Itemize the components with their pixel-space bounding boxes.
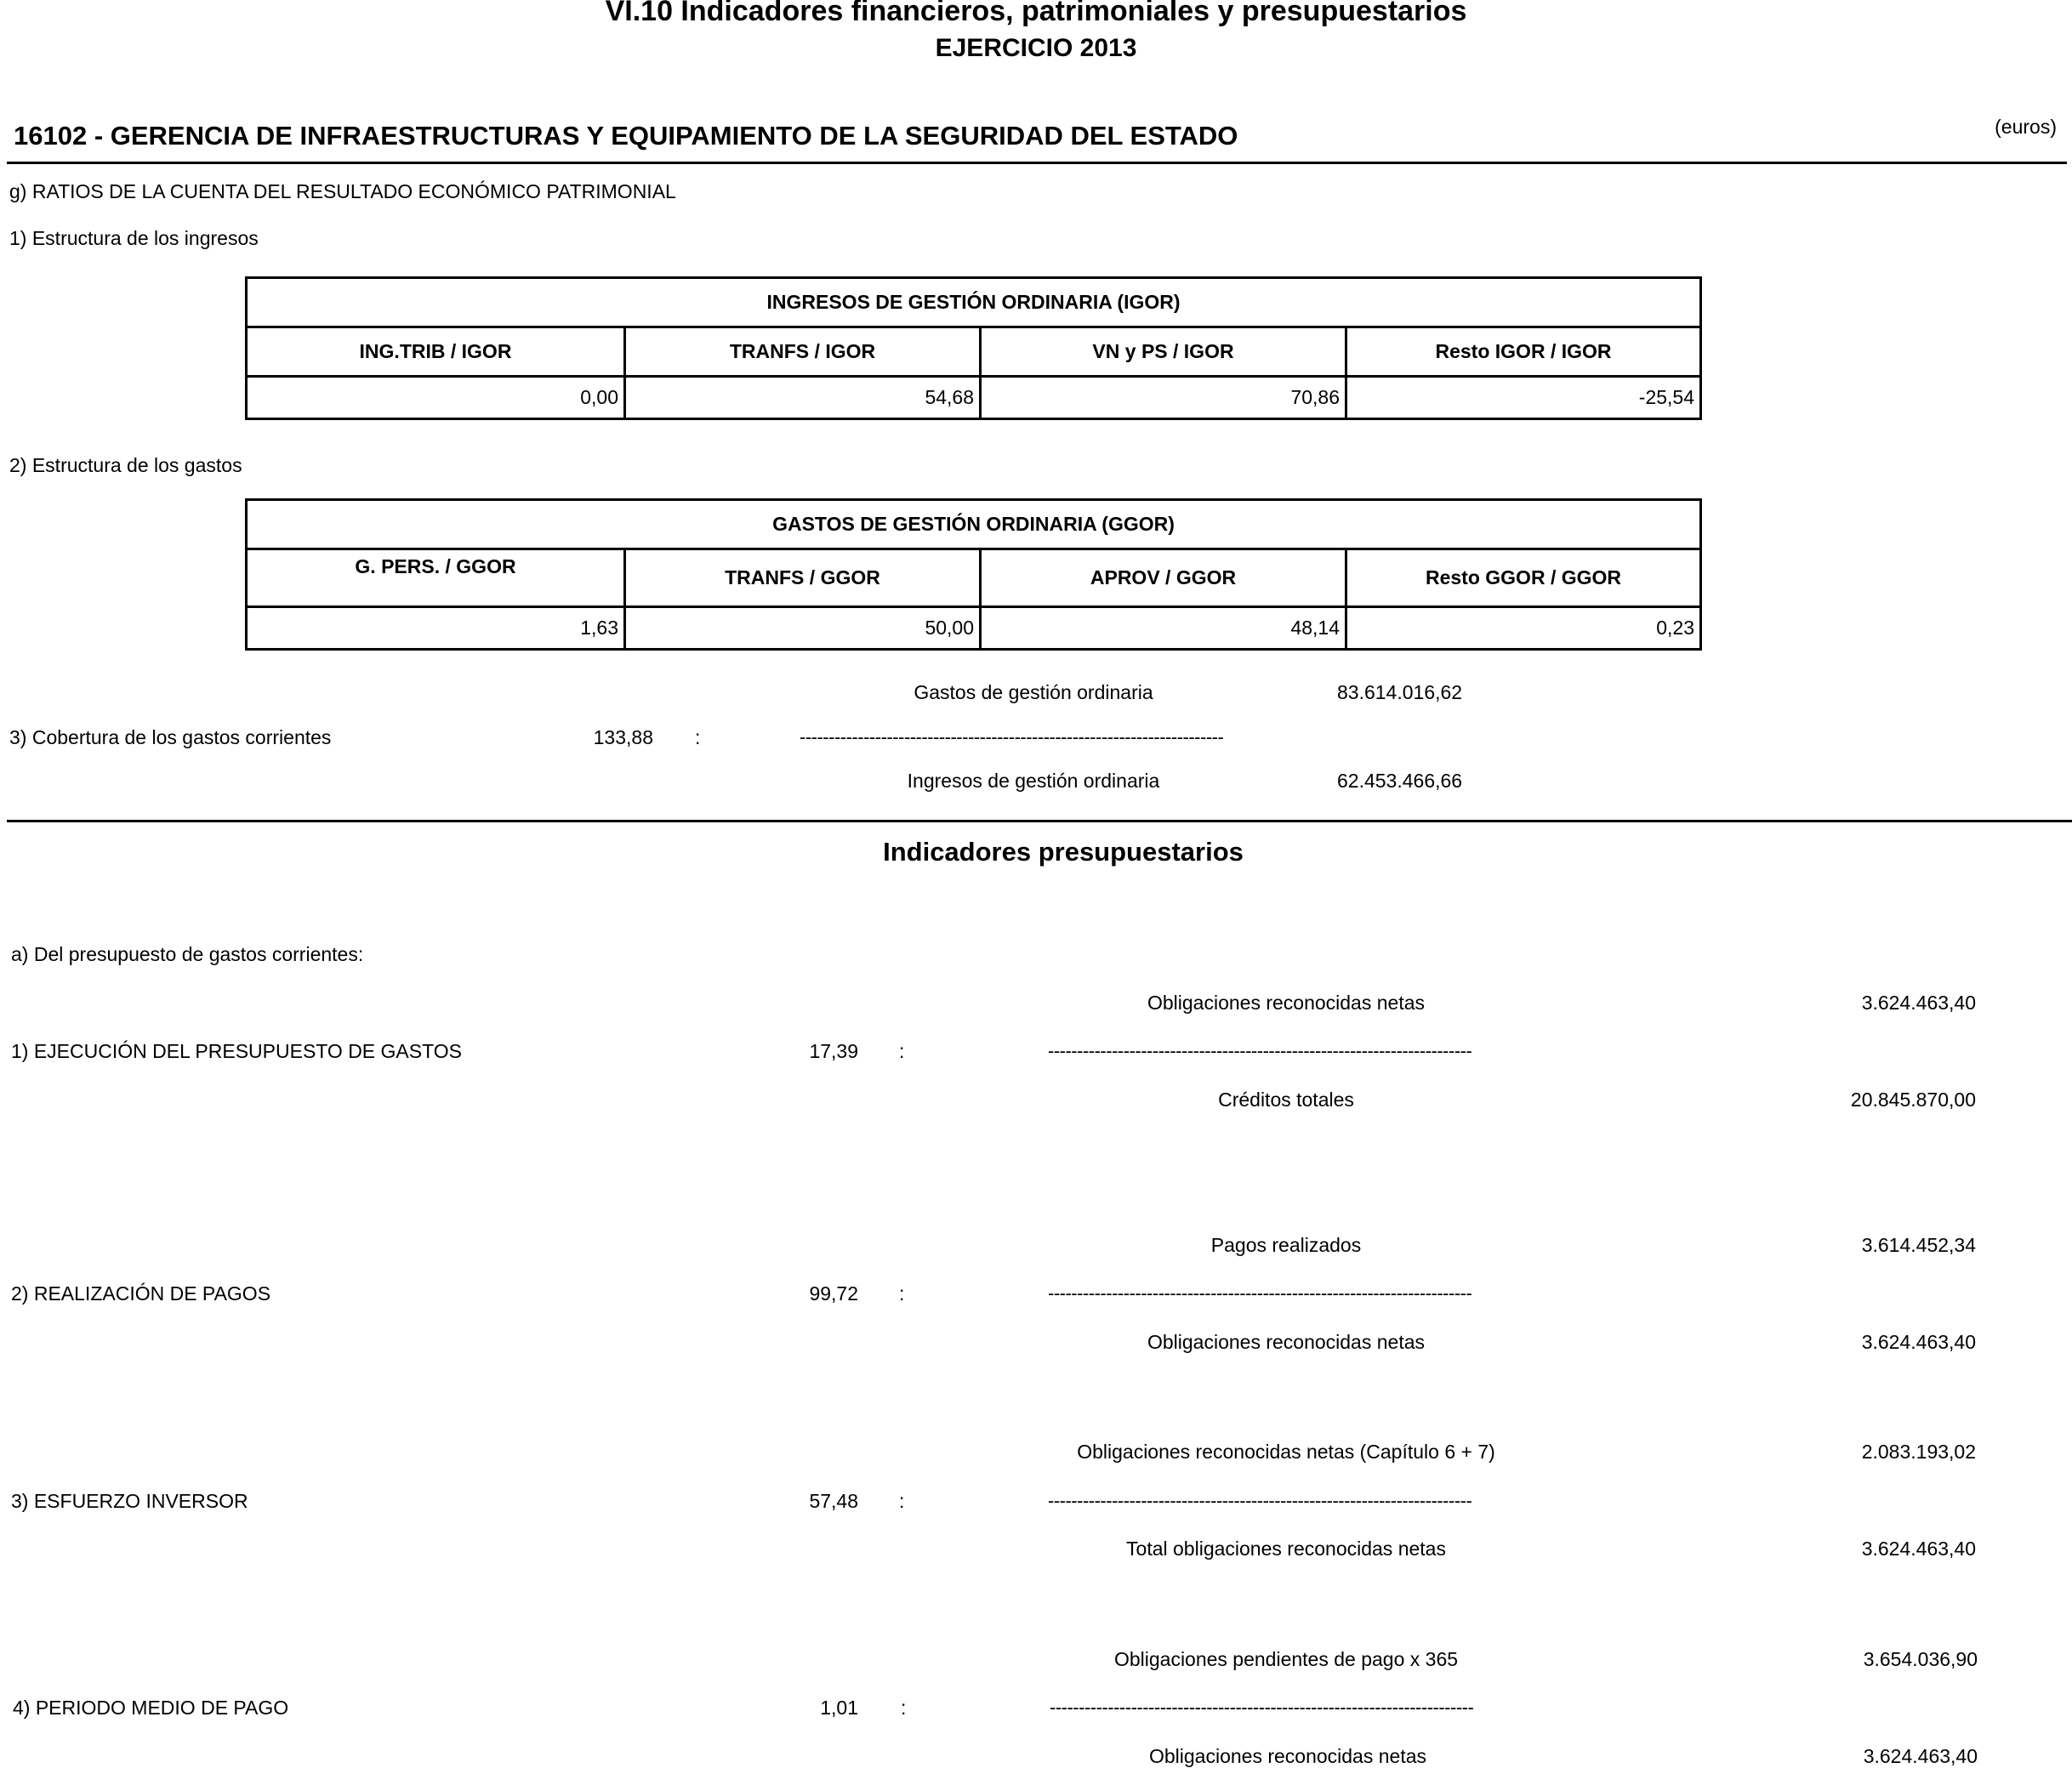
periodo-colon: : [901, 1697, 907, 1719]
cobertura-numerator-value: 83.614.016,62 [1337, 681, 1463, 703]
ejecucion-numerator-label: Obligaciones reconocidas netas [1147, 992, 1426, 1014]
units-label: (euros) [1995, 116, 2057, 138]
ejecucion-label: 1) EJECUCIÓN DEL PRESUPUESTO DE GASTOS [11, 1040, 462, 1062]
pagos-ratio: 99,72 [809, 1282, 858, 1305]
cobertura-denominator-value: 62.453.466,66 [1337, 770, 1463, 792]
inversor-denominator-value: 3.624.463,40 [1861, 1538, 1976, 1560]
pagos-denominator-value: 3.624.463,40 [1861, 1331, 1976, 1353]
gastos-header-g-pers: G. PERS. / GGOR [247, 549, 625, 607]
inversor-denominator-label: Total obligaciones reconocidas netas [1126, 1538, 1446, 1560]
gastos-structure-label: 2) Estructura de los gastos [9, 454, 242, 476]
ingresos-value-resto: -25,54 [1346, 377, 1701, 419]
header-divider [7, 162, 2067, 164]
section-g-title: g) RATIOS DE LA CUENTA DEL RESULTADO ECONÓMICO PATRIMONIAL [9, 180, 676, 202]
pagos-label: 2) REALIZACIÓN DE PAGOS [11, 1282, 271, 1305]
presupuestarios-title: Indicadores presupuestarios [883, 837, 1244, 867]
ingresos-header-resto: Resto IGOR / IGOR [1346, 327, 1701, 377]
gastos-value-resto: 0,23 [1346, 607, 1701, 650]
section-divider [7, 820, 2072, 822]
ejecucion-denominator-label: Créditos totales [1218, 1089, 1354, 1111]
periodo-denominator-label: Obligaciones reconocidas netas [1148, 1745, 1427, 1767]
gastos-value-tranfs: 50,00 [625, 607, 981, 650]
gastos-header-resto: Resto GGOR / GGOR [1346, 549, 1701, 607]
periodo-ratio: 1,01 [820, 1697, 858, 1719]
cobertura-colon: : [695, 726, 701, 748]
periodo-denominator-value: 3.624.463,40 [1863, 1745, 1978, 1767]
gastos-table-title: GASTOS DE GESTIÓN ORDINARIA (GGOR) [247, 500, 1701, 549]
cobertura-divider: ------------------------------------------------------------------------- [800, 726, 1224, 748]
periodo-divider: ------------------------------------------------------------------------- [1050, 1697, 1474, 1718]
periodo-numerator-value: 3.654.036,90 [1863, 1648, 1978, 1670]
pagos-numerator-label: Pagos realizados [1210, 1234, 1362, 1256]
presupuestarios-subtitle: a) Del presupuesto de gastos corrientes: [11, 943, 364, 965]
ingresos-header-tranfs: TRANFS / IGOR [625, 327, 981, 377]
inversor-label: 3) ESFUERZO INVERSOR [11, 1490, 248, 1512]
periodo-numerator-label: Obligaciones pendientes de pago x 365 [1113, 1648, 1459, 1670]
fiscal-year: EJERCICIO 2013 [935, 34, 1137, 62]
gastos-value-g-pers: 1,63 [247, 607, 625, 650]
inversor-ratio: 57,48 [809, 1490, 858, 1512]
inversor-numerator-label: Obligaciones reconocidas netas (Capítulo 6 + 7) [1077, 1441, 1495, 1463]
inversor-numerator-value: 2.083.193,02 [1861, 1441, 1976, 1463]
ingresos-table [245, 276, 1702, 420]
entity-heading: 16102 - GERENCIA DE INFRAESTRUCTURAS Y EQUIPAMIENTO DE LA SEGURIDAD DEL ESTADO [14, 121, 1238, 151]
cobertura-numerator-label: Gastos de gestión ordinaria [914, 681, 1153, 703]
ejecucion-colon: : [899, 1040, 905, 1062]
pagos-divider: ------------------------------------------------------------------------- [1048, 1282, 1472, 1304]
ejecucion-denominator-value: 20.845.870,00 [1850, 1089, 1976, 1111]
ejecucion-ratio: 17,39 [809, 1040, 858, 1062]
ingresos-header-vn-ps: VN y PS / IGOR [981, 327, 1346, 377]
pagos-numerator-value: 3.614.452,34 [1861, 1234, 1976, 1256]
document-title: VI.10 Indicadores financieros, patrimoniales y presupuestarios [605, 0, 1467, 27]
ejecucion-divider: ------------------------------------------------------------------------- [1048, 1040, 1472, 1061]
cobertura-denominator-label: Ingresos de gestión ordinaria [907, 770, 1160, 792]
pagos-colon: : [899, 1282, 905, 1305]
ingresos-header-ing-trib: ING.TRIB / IGOR [247, 327, 625, 377]
inversor-divider: ------------------------------------------------------------------------- [1048, 1490, 1472, 1511]
ingresos-value-vn-ps: 70,86 [981, 377, 1346, 419]
ejecucion-numerator-value: 3.624.463,40 [1861, 992, 1976, 1014]
gastos-value-aprov: 48,14 [981, 607, 1346, 650]
pagos-denominator-label: Obligaciones reconocidas netas [1147, 1331, 1426, 1353]
inversor-colon: : [899, 1490, 905, 1512]
cobertura-label: 3) Cobertura de los gastos corrientes [9, 726, 332, 748]
gastos-header-tranfs: TRANFS / GGOR [625, 549, 981, 607]
ingresos-table-title: INGRESOS DE GESTIÓN ORDINARIA (IGOR) [247, 278, 1701, 327]
ingresos-value-ing-trib: 0,00 [247, 377, 625, 419]
ingresos-value-tranfs: 54,68 [625, 377, 981, 419]
ingresos-structure-label: 1) Estructura de los ingresos [9, 227, 259, 249]
cobertura-ratio: 133,88 [593, 726, 653, 748]
periodo-label: 4) PERIODO MEDIO DE PAGO [13, 1697, 289, 1719]
gastos-table [245, 498, 1702, 651]
gastos-header-aprov: APROV / GGOR [981, 549, 1346, 607]
